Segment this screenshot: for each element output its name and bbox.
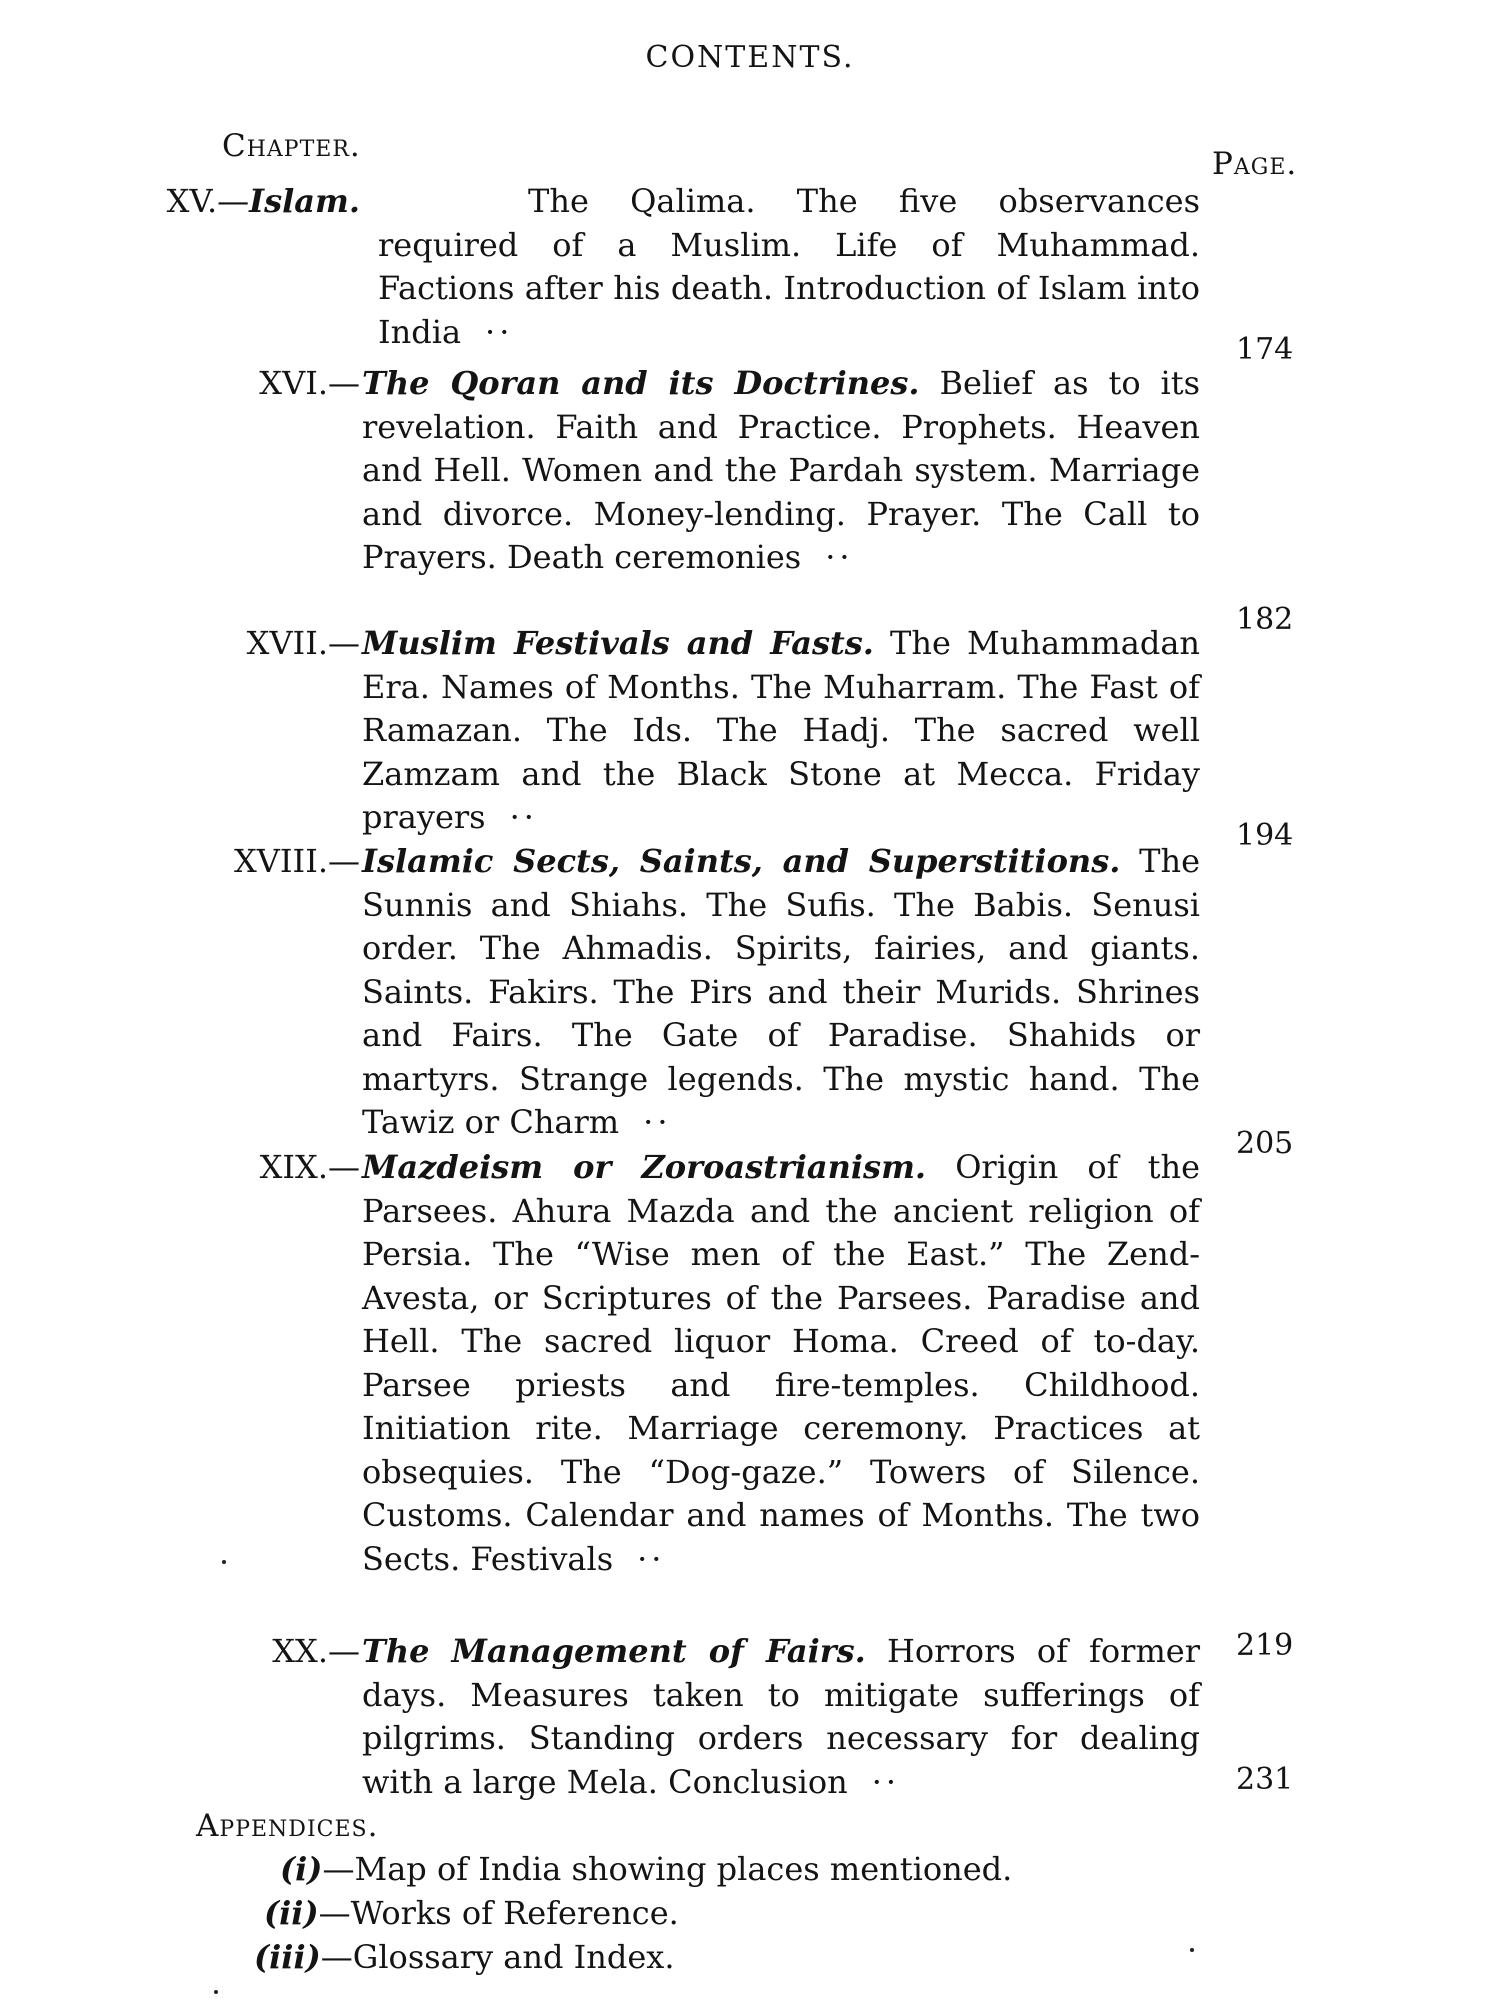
chapter-summary: Islamic Sects, Saints, and Superstitions. The Sunnis and Shiahs. The Sufis. The Babis. Senusi order. The Ahmadis. Spirits, fairies, and giants. Saints. Fakirs. The Pirs and their Murids. Shrines and Fairs. The Gate of Paradise. Shahids or martyrs. Strange legends. The mystic hand. The Tawiz or Charm ·· (362, 842, 1201, 1141)
chapter-title: Mazdeism or Zoroastrianism. (362, 1148, 927, 1186)
page-number: 182 (1236, 602, 1294, 637)
appendices-header: Appendices. (196, 1808, 379, 1844)
page-number: 174 (1236, 332, 1294, 367)
dot-leader: ·· (637, 1539, 666, 1578)
appendix-number: (i) (280, 1850, 323, 1888)
chapter-number: XVII.— (246, 624, 360, 662)
chapter-number: XV.—Islam. (166, 182, 360, 220)
chapter-title: Islam. (249, 182, 360, 220)
appendix-label: —Glossary and Index. (320, 1938, 675, 1976)
chapter-number: XVI.— (259, 364, 360, 402)
chapter-number: XVIII.— (234, 842, 360, 880)
chapter-summary: Muslim Festivals and Fasts. The Muhammadan Era. Names of Months. The Muharram. The Fast of Ramazan. The Ids. The Hadj. The sacred well Zamzam and the Black Stone at Mecca. Friday prayers ·· (362, 624, 1201, 836)
page-number: 219 (1236, 1628, 1294, 1663)
print-speck (1190, 1948, 1194, 1952)
appendix-item (254, 1936, 675, 1979)
dot-leader: ·· (825, 538, 854, 576)
chapter-title: Muslim Festivals and Fasts. (362, 624, 874, 662)
appendix-item (264, 1892, 679, 1935)
chapter-title: The Qoran and its Doctrines. (362, 364, 920, 402)
chapter-title: Islamic Sects, Saints, and Superstitions. (362, 842, 1121, 880)
dot-leader: ·· (509, 798, 538, 836)
dot-leader: ·· (485, 312, 514, 351)
chapter-summary: The Qalima. The five observances required of a Muslim. Life of Muhammad. Factions after his death. Introduction of Islam into India ·· (378, 182, 1200, 351)
page-column-header: Page. (1212, 146, 1298, 182)
dot-leader: ·· (643, 1103, 672, 1141)
chapter-number: XX.— (272, 1632, 360, 1670)
page-number: 205 (1236, 1126, 1294, 1161)
chapter-summary: Mazdeism or Zoroastrianism. Origin of the Parsees. Ahura Mazda and the ancient religion of Persia. The “Wise men of the East.” The Zend-Avesta, or Scriptures of the Parsees. Paradise and Hell. The sacred liquor Homa. Creed of to-day. Parsee priests and fire-temples. Childhood. Initiation rite. Marriage ceremony. Practices at obsequies. The “Dog-gaze.” Towers of Silence. Customs. Calendar and names of Months. The two Sects. Festivals ·· (362, 1148, 1201, 1578)
appendix-label: —Works of Reference. (318, 1894, 679, 1932)
page-number: 231 (1236, 1762, 1294, 1797)
appendix-number: (iii) (254, 1938, 321, 1976)
chapter-title: The Management of Fairs. (362, 1632, 866, 1670)
page-title: CONTENTS. (645, 40, 855, 75)
dot-leader: ·· (871, 1762, 901, 1801)
print-speck (222, 1560, 226, 1564)
appendix-number: (ii) (264, 1894, 319, 1932)
page-number: 194 (1236, 818, 1294, 853)
chapter-summary: The Qoran and its Doctrines. Belief as to its revelation. Faith and Practice. Prophets. Heaven and Hell. Women and the Pardah system. Marriage and divorce. Money-lending. Prayer. The Call to Prayers. Death ceremonies ·· (362, 364, 1201, 576)
chapter-column-header: Chapter. (222, 128, 361, 164)
appendix-item (280, 1848, 1012, 1891)
print-speck (214, 1990, 218, 1994)
chapter-summary: The Management of Fairs. Horrors of former days. Measures taken to mitigate sufferings of pilgrims. Standing orders necessary for dealing with a large Mela. Conclusion ·· (362, 1632, 1201, 1801)
chapter-number: XIX.— (259, 1148, 360, 1186)
appendix-label: —Map of India showing places mentioned. (322, 1850, 1013, 1888)
